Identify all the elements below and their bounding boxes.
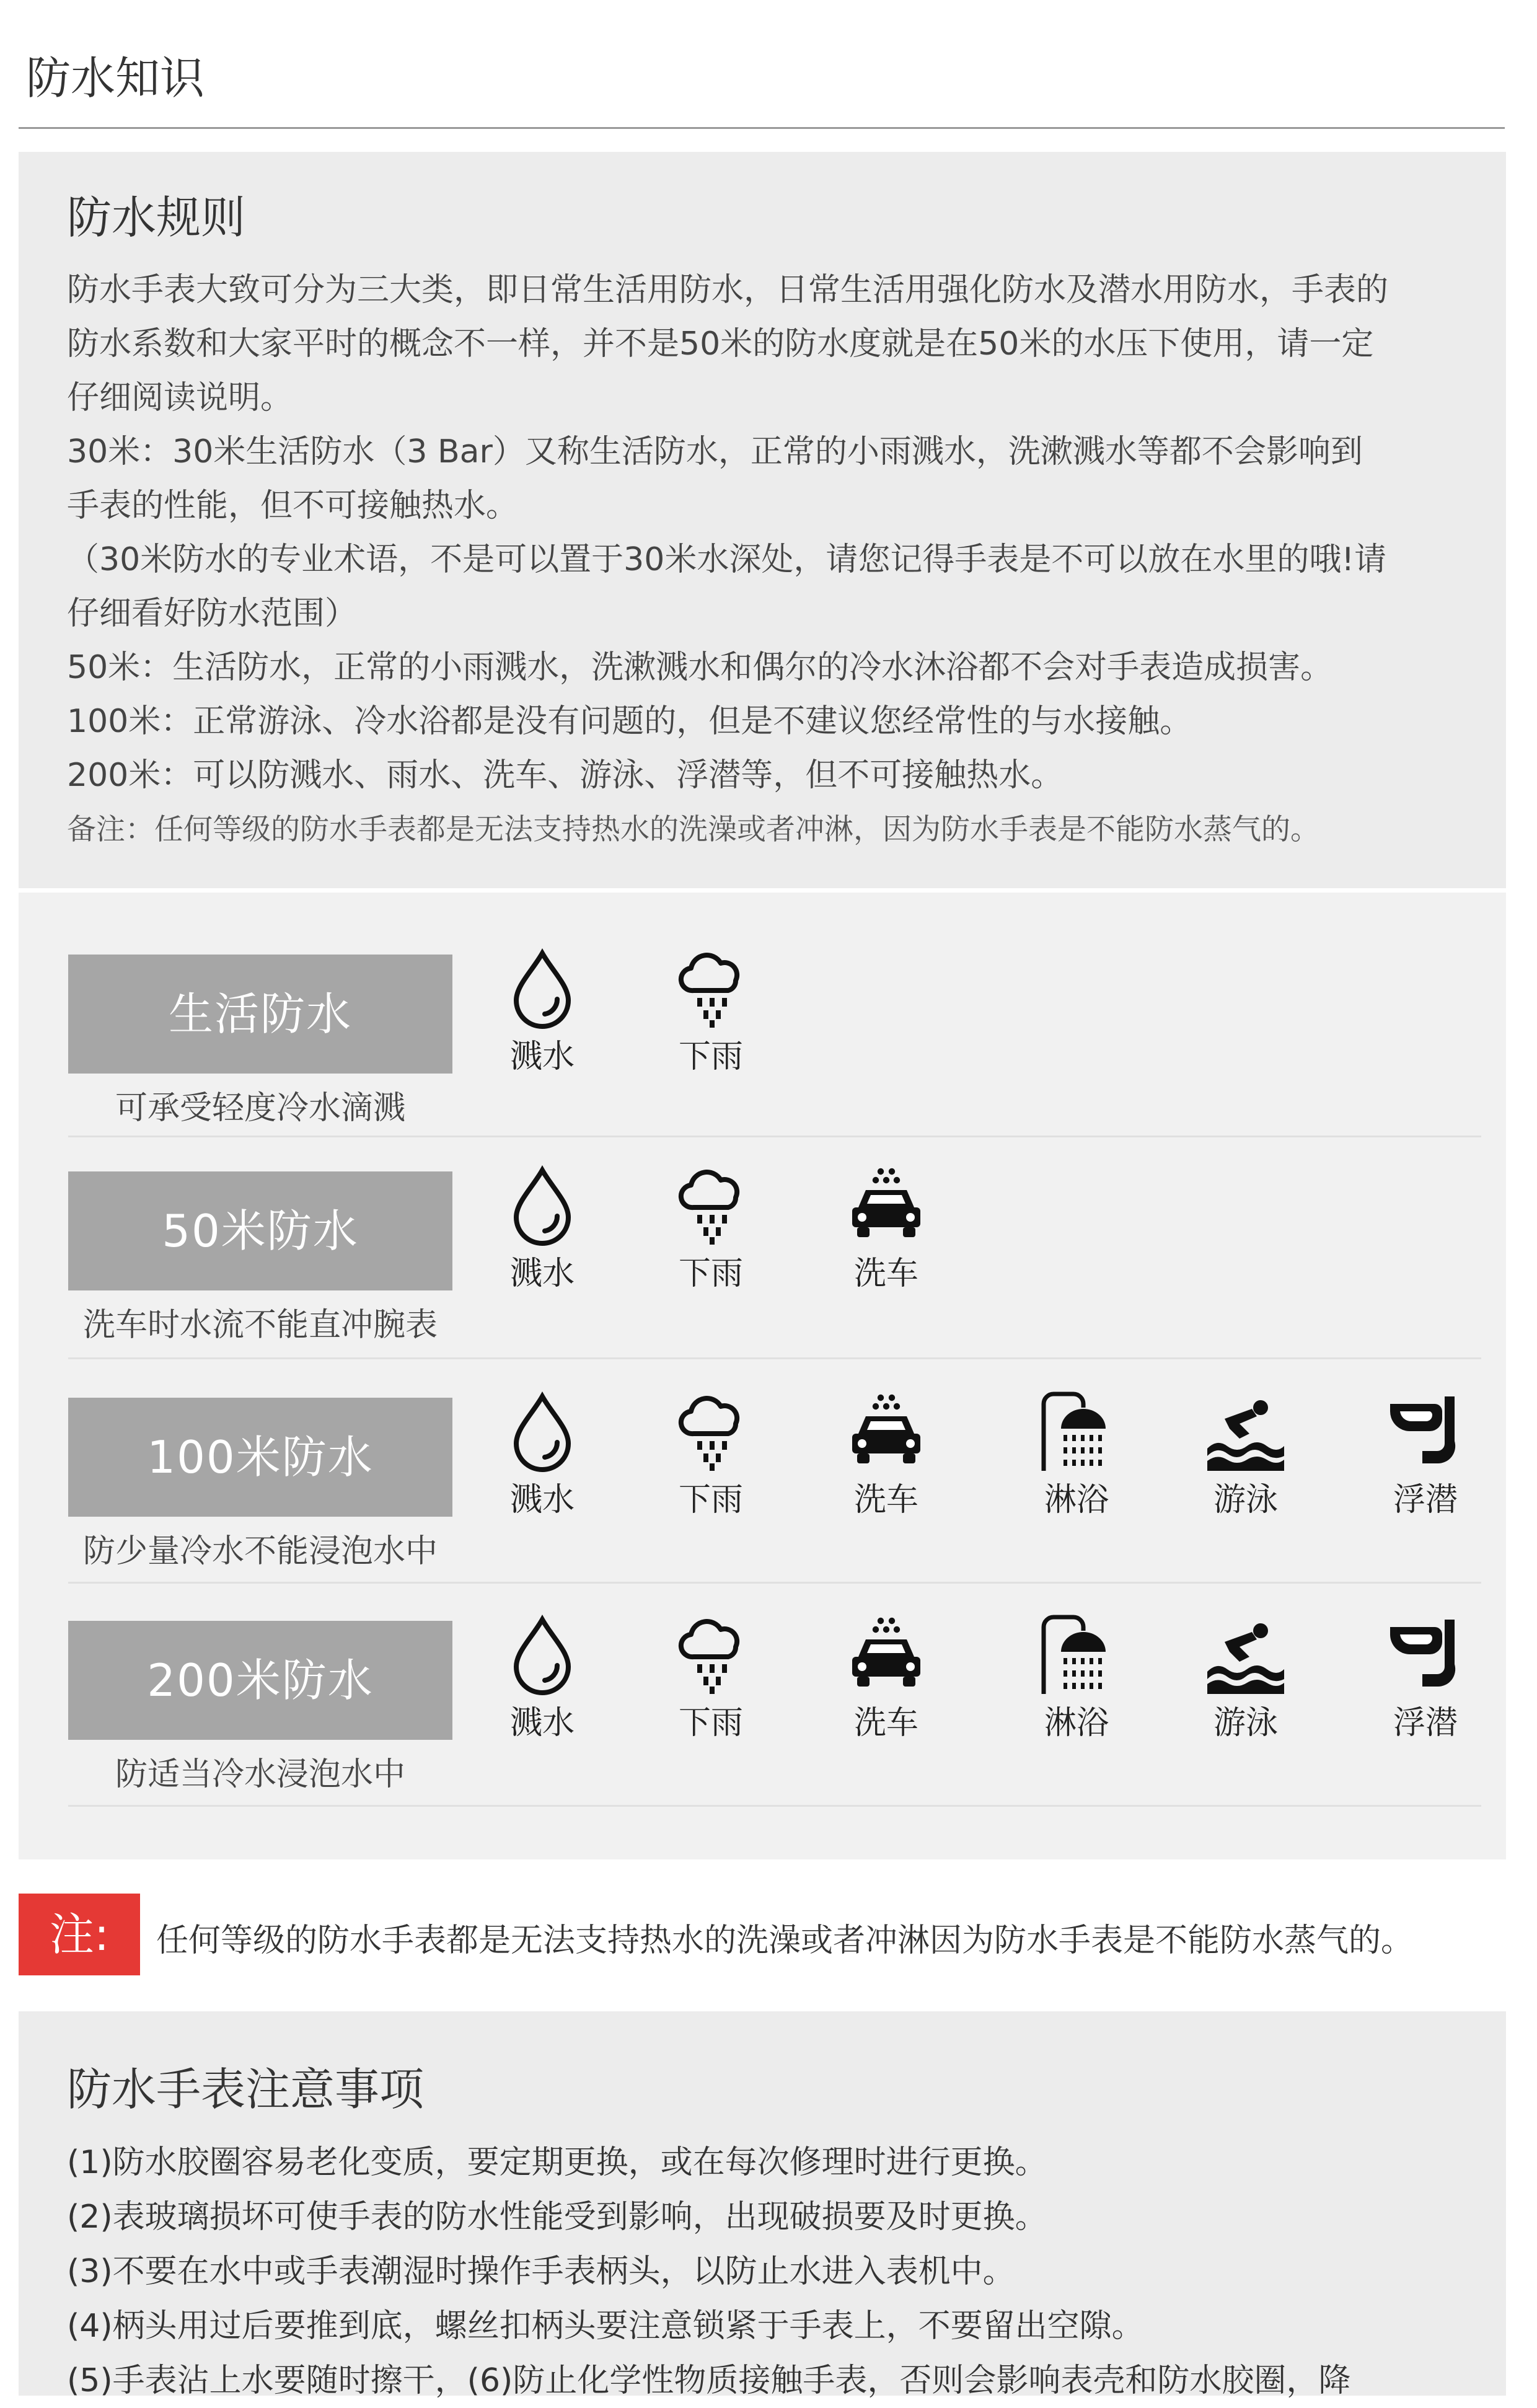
rules-line: 仔细看好防水范围）	[67, 595, 358, 632]
rules-line: 仔细阅读说明。	[67, 379, 293, 417]
level-description: 洗车时水流不能直冲腕表	[82, 1307, 438, 1344]
title-divider	[19, 127, 1505, 129]
rain-item	[658, 1615, 764, 1743]
snorkel-icon	[1373, 1615, 1478, 1695]
care-item: (3)不要在水中或手表潮湿时操作手表柄头，以防止水进入表机中。	[67, 2253, 1015, 2290]
rain-item	[658, 1391, 764, 1520]
shower-item	[1024, 1615, 1129, 1743]
swim-item	[1193, 1615, 1298, 1743]
carwash-icon	[834, 1615, 939, 1695]
carwash-item	[834, 1615, 939, 1743]
rules-note: 备注：任何等级的防水手表都是无法支持热水的洗澡或者冲淋，因为防水手表是不能防水蒸气的。	[67, 813, 1319, 847]
care-list	[67, 2135, 1505, 2408]
level-label: 100米防水	[68, 1398, 452, 1517]
splash-item	[490, 1165, 595, 1294]
splash-label: 溅水	[509, 1255, 575, 1292]
level-divider	[68, 1582, 1481, 1584]
rules-line: 手表的性能，但不可接触热水。	[67, 487, 519, 524]
rain-icon	[658, 1615, 764, 1695]
swim-icon	[1193, 1615, 1298, 1695]
rain-icon	[658, 1391, 764, 1472]
level-divider	[68, 1357, 1481, 1359]
level-divider	[68, 1136, 1481, 1137]
carwash-label: 洗车	[853, 1481, 918, 1519]
swim-label: 游泳	[1213, 1705, 1278, 1742]
carwash-label: 洗车	[853, 1255, 918, 1292]
care-item: (4)柄头用过后要推到底，螺丝扣柄头要注意锁紧于手表上，不要留出空隙。	[67, 2308, 1144, 2345]
snorkel-item	[1373, 1615, 1478, 1743]
level-label: 50米防水	[68, 1171, 452, 1290]
level-divider	[68, 1805, 1481, 1807]
rain-label: 下雨	[678, 1038, 743, 1075]
rain-item	[658, 948, 764, 1077]
snorkel-label: 浮潜	[1393, 1481, 1458, 1519]
rules-line: 防水手表大致可分为三大类，即日常生活用防水，日常生活用强化防水及潜水用防水，手表的	[67, 271, 1389, 309]
level-description: 防少量冷水不能浸泡水中	[82, 1533, 438, 1570]
splash-icon	[490, 1165, 595, 1246]
splash-icon	[490, 1615, 595, 1695]
level-description: 可承受轻度冷水滴溅	[115, 1090, 405, 1127]
carwash-label: 洗车	[853, 1705, 918, 1742]
care-heading: 防水手表注意事项	[67, 2063, 425, 2115]
rain-icon	[658, 948, 764, 1029]
splash-label: 溅水	[509, 1705, 575, 1742]
rules-line: 30米：30米生活防水（3 Bar）又称生活防水，正常的小雨溅水，洗漱溅水等都不会影响到	[67, 433, 1363, 470]
splash-item	[490, 1391, 595, 1520]
swim-label: 游泳	[1213, 1481, 1278, 1519]
notice-badge: 注:	[19, 1894, 140, 1975]
rules-line: 100米：正常游泳、冷水浴都是没有问题的，但是不建议您经常性的与水接触。	[67, 703, 1192, 740]
page-title: 防水知识	[26, 52, 205, 104]
shower-item	[1024, 1391, 1129, 1520]
carwash-icon	[834, 1391, 939, 1472]
rules-heading: 防水规则	[67, 192, 246, 244]
rules-line: （30米防水的专业术语，不是可以置于30米水深处，请您记得手表是不可以放在水里的哦!请	[67, 541, 1387, 578]
rain-label: 下雨	[678, 1255, 743, 1292]
splash-item	[490, 948, 595, 1077]
carwash-icon	[834, 1165, 939, 1246]
rain-label: 下雨	[678, 1481, 743, 1519]
rain-icon	[658, 1165, 764, 1246]
rules-line: 防水系数和大家平时的概念不一样，并不是50米的防水度就是在50米的水压下使用，请一定	[67, 325, 1374, 363]
snorkel-item	[1373, 1391, 1478, 1520]
care-item: (2)表玻璃损坏可使手表的防水性能受到影响，出现破损要及时更换。	[67, 2199, 1047, 2236]
shower-label: 淋浴	[1044, 1481, 1109, 1519]
level-label: 200米防水	[68, 1621, 452, 1740]
shower-icon	[1024, 1615, 1129, 1695]
snorkel-icon	[1373, 1391, 1478, 1472]
care-item: (1)防水胶圈容易老化变质，要定期更换，或在每次修理时进行更换。	[67, 2144, 1047, 2181]
splash-icon	[490, 948, 595, 1029]
splash-item	[490, 1615, 595, 1743]
splash-label: 溅水	[509, 1481, 575, 1519]
care-item: (5)手表沾上水要随时擦干，(6)防止化学性物质接触手表，否则会影响表壳和防水胶圈，降	[67, 2362, 1351, 2399]
swim-item	[1193, 1391, 1298, 1520]
rain-label: 下雨	[678, 1705, 743, 1742]
shower-icon	[1024, 1391, 1129, 1472]
snorkel-label: 浮潜	[1393, 1705, 1458, 1742]
rules-line: 50米：生活防水，正常的小雨溅水，洗漱溅水和偶尔的冷水沐浴都不会对手表造成损害。	[67, 649, 1333, 686]
level-description: 防适当冷水浸泡水中	[115, 1756, 405, 1793]
rules-line: 200米：可以防溅水、雨水、洗车、游泳、浮潜等，但不可接触热水。	[67, 757, 1064, 794]
carwash-item	[834, 1391, 939, 1520]
splash-label: 溅水	[509, 1038, 575, 1075]
rain-item	[658, 1165, 764, 1294]
notice-text: 任何等级的防水手表都是无法支持热水的洗澡或者冲淋因为防水手表是不能防水蒸气的。	[156, 1922, 1414, 1959]
rules-text	[67, 263, 1492, 857]
splash-icon	[490, 1391, 595, 1472]
swim-icon	[1193, 1391, 1298, 1472]
level-label: 生活防水	[68, 955, 452, 1074]
carwash-item	[834, 1165, 939, 1294]
shower-label: 淋浴	[1044, 1705, 1109, 1742]
